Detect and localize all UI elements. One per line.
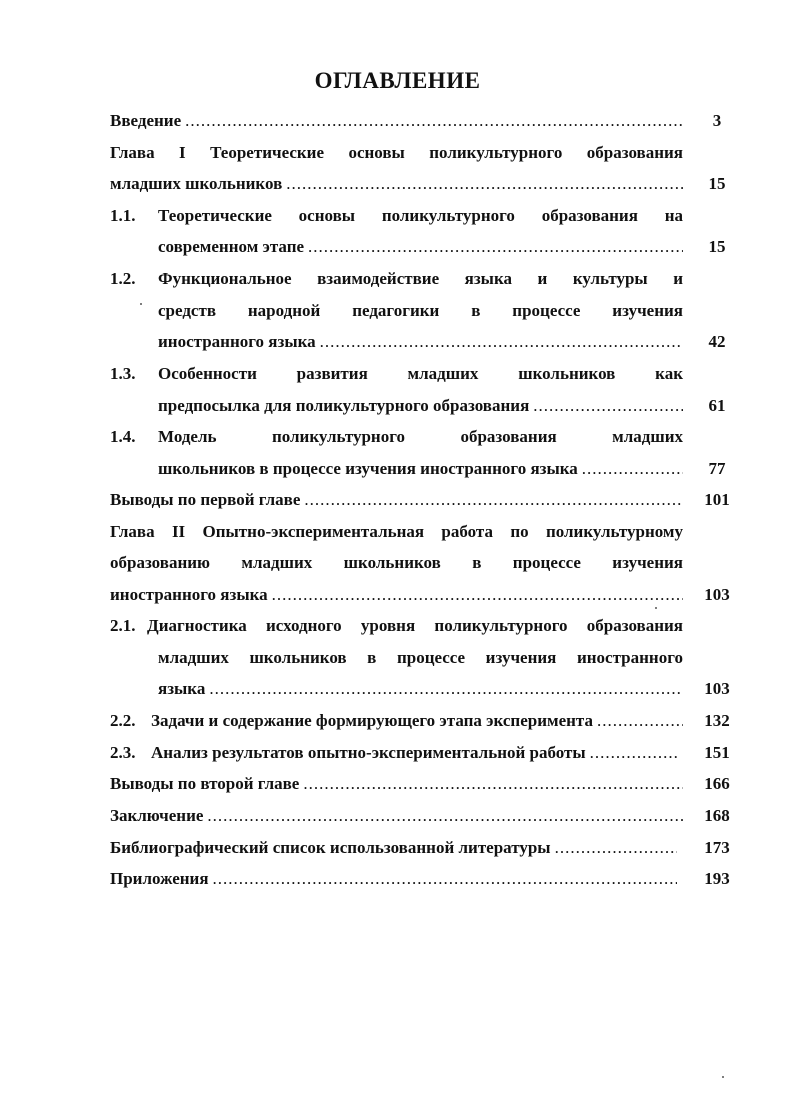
toc-entry-1-1-cont: современном этапе ..... xyxy=(158,235,683,259)
toc-entry-chapter-2-cont2: иностранного языка ..... xyxy=(110,583,683,607)
toc-entry-2-2: Задачи и содержание формирующего этапа эксперимента ..... xyxy=(151,709,683,733)
toc-entry-1-3-cont: предпосылка для поликультурного образования ..... xyxy=(158,394,683,418)
scan-speck xyxy=(655,607,657,609)
toc-page-number: 77 xyxy=(708,459,726,478)
toc-entry-appendices: Приложения ..... xyxy=(110,867,677,891)
toc-entry-1-4-cont: школьников в процессе изучения иностранного языка ..... xyxy=(158,457,683,481)
toc-page-number: 42 xyxy=(708,332,726,351)
section-number: 1.3. xyxy=(110,364,136,383)
toc-entry-2-1: Диагностика исходного уровня поликультурного образования xyxy=(147,616,683,635)
toc-page-number: 132 xyxy=(704,711,730,730)
toc-page-number: 173 xyxy=(704,838,730,857)
toc-entry-2-3: Анализ результатов опытно-экспериментальной работы ..... xyxy=(151,741,677,765)
toc-entry-conclusions-2: Выводы по второй главе ..... xyxy=(110,772,683,796)
toc-entry-1-2-cont2: иностранного языка ..... xyxy=(158,330,683,354)
toc-entry-1-1: Теоретические основы поликультурного образования на xyxy=(158,206,683,225)
section-number: 1.4. xyxy=(110,427,136,446)
toc-entry-1-2: Функциональное взаимодействие языка и культуры и xyxy=(158,269,683,288)
section-number: 2.1. xyxy=(110,616,136,635)
scan-speck xyxy=(722,1076,724,1078)
toc-entry-conclusions-1: Выводы по первой главе ..... xyxy=(110,488,683,512)
toc-entry-1-3: Особенности развития младших школьников как xyxy=(158,364,683,383)
section-number: 1.2. xyxy=(110,269,136,288)
toc-page-number: 15 xyxy=(708,174,726,193)
toc-page-number: 101 xyxy=(704,490,730,509)
toc-page-number: 3 xyxy=(712,111,722,130)
scan-speck xyxy=(140,303,142,305)
toc-entry-conclusion: Заключение ..... xyxy=(110,804,683,828)
section-number: 2.3. xyxy=(110,743,136,762)
toc-entry-label: Введение xyxy=(110,111,185,130)
toc-page-number: 103 xyxy=(704,679,730,698)
toc-entry-1-2-cont: средств народной педагогики в процессе изучения xyxy=(158,301,683,320)
toc-entry-chapter-1: Глава I Теоретические основы поликультурного образования xyxy=(110,143,683,162)
toc-page-number: 15 xyxy=(708,237,726,256)
toc-entry-chapter-2-cont: образованию младших школьников в процессе изучения xyxy=(110,553,683,572)
toc-page-number: 193 xyxy=(704,869,730,888)
toc-entry-introduction xyxy=(110,109,683,133)
section-number: 2.2. xyxy=(110,711,136,730)
toc-entry-1-4: Модель поликультурного образования младших xyxy=(158,427,683,446)
toc-entry-chapter-1-cont: младших школьников ..... xyxy=(110,172,683,196)
section-number: 1.1. xyxy=(110,206,136,225)
toc-page-number: 166 xyxy=(704,774,730,793)
toc-entry-2-1-cont: младших школьников в процессе изучения иностранного xyxy=(158,648,683,667)
toc-entry-bibliography: Библиографический список использованной литературы ..... xyxy=(110,836,677,860)
toc-page-number: 103 xyxy=(704,585,730,604)
toc-entry-chapter-2: Глава II Опытно-экспериментальная работа по поликультурному xyxy=(110,522,683,541)
toc-page-number: 151 xyxy=(704,743,730,762)
page-title: ОГЛАВЛЕНИЕ xyxy=(314,68,481,93)
toc-page-number: 168 xyxy=(704,806,730,825)
toc-page-number: 61 xyxy=(708,396,726,415)
toc-entry-2-1-cont2: языка ..... xyxy=(158,677,683,701)
